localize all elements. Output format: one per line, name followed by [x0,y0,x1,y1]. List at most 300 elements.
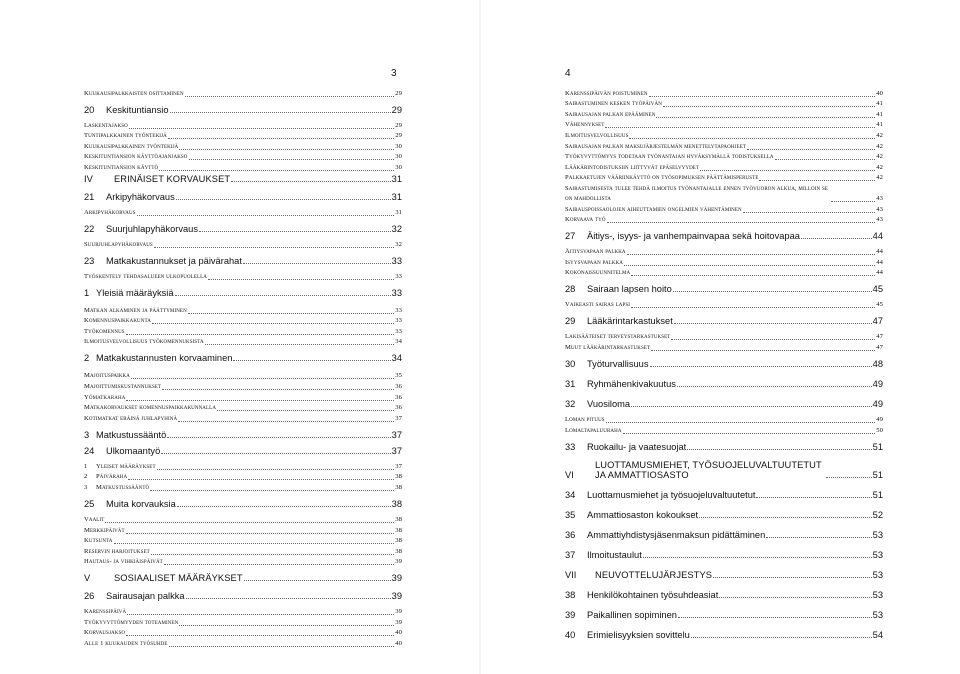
toc-entry-title: Yleisiä määräyksiä [96,287,174,298]
toc-entry-page: 32 [395,240,402,248]
dot-leader [605,127,875,128]
toc-entry-title: Ryhmähenkivakuutus [587,378,676,389]
toc-entry[interactable] [84,89,402,99]
toc-entry[interactable] [84,327,402,337]
toc-entry[interactable] [84,121,402,131]
toc-entry[interactable] [565,268,883,278]
toc-entry-title: Työturvallisuus [587,358,649,369]
toc-entry-page: 50 [876,426,883,434]
toc-entry[interactable] [84,105,402,115]
toc-entry-title: Alle 1 kuukauden työsuhde [84,640,168,648]
toc-entry-page: 39 [391,591,402,602]
toc-entry[interactable] [84,382,402,392]
toc-entry[interactable] [84,174,402,184]
toc-entry-page: 53 [872,549,883,560]
toc-entry-title: Ammattiyhdistysjäsenmaksun pidättäminen [587,529,766,540]
toc-entry[interactable] [565,247,883,257]
dot-leader [623,433,876,434]
toc-entry[interactable] [565,426,883,436]
toc-entry[interactable] [565,399,883,409]
dot-leader [743,212,875,213]
toc-entry-page: 34 [395,338,402,346]
dot-leader [168,138,394,139]
toc-entry-page: 38 [395,547,402,555]
dot-leader [126,334,395,335]
dot-leader [205,344,394,345]
toc-entry-title: Ilmoitusvelvollisuus työkomennuksista [84,338,204,346]
toc-entry-title: Sairauspoissaolojen aiheuttamien ongelmien vähentäminen [565,205,742,213]
toc-entry[interactable] [84,430,402,440]
toc-entry[interactable] [565,300,883,310]
toc-entry[interactable] [565,152,883,162]
toc-entry[interactable] [565,550,883,560]
dot-leader [131,378,394,379]
toc-entry-title: Työskentely tehdasalueen ulkopuolella [84,272,208,280]
toc-entry-page: 29 [395,121,402,129]
toc-entry[interactable] [84,240,402,250]
toc-entry-page: 49 [872,398,883,409]
dot-leader [627,254,876,255]
dot-leader [185,96,394,97]
dot-leader [129,128,394,129]
toc-entry[interactable] [84,256,402,266]
dot-leader [674,323,872,324]
dot-leader [151,554,394,555]
toc-entry-title: Lakisääteiset terveystarkastukset [565,333,671,341]
toc-entry[interactable] [84,628,402,638]
toc-entry[interactable] [84,462,402,472]
dot-leader [161,453,390,454]
toc-entry[interactable] [565,173,883,183]
toc-entry-page: 33 [391,287,402,298]
toc-entry[interactable] [565,89,883,99]
toc-entry-title: Sairaan lapsen hoito [587,284,672,295]
dot-leader [178,421,394,422]
toc-entry[interactable] [84,208,402,218]
dot-leader [244,580,391,581]
toc-entry[interactable] [84,152,402,162]
toc-entry[interactable] [84,224,402,234]
toc-entry[interactable] [84,131,402,141]
toc-entry-title: Sairastumisesta tulee tehdä ilmoitus työnantajalle ennen työvuoron alkua, milloin se on mahdollista [565,184,829,202]
toc-entry[interactable] [84,607,402,617]
dot-leader [651,350,875,351]
toc-entry-number: 37 [565,549,576,560]
toc-entry-page: 45 [876,301,883,309]
toc-entry-title: Lääkärintodistuksiin liittyvät epäselvyydet [565,163,700,171]
dot-leader [217,410,394,411]
toc-entry-number: 2 [84,473,88,481]
toc-entry[interactable] [565,163,883,173]
toc-entry[interactable] [84,192,402,202]
toc-entry[interactable] [84,272,402,282]
toc-entry[interactable] [565,131,883,141]
toc-entry[interactable] [84,353,402,363]
toc-entry-title: Karenssipäivä [84,608,127,616]
toc-entry[interactable] [565,332,883,342]
toc-entry[interactable] [565,231,883,241]
dot-leader [606,422,876,423]
dot-leader [700,170,875,171]
toc-entry-number: 36 [565,529,576,540]
toc-entry-number: IV [84,173,93,184]
toc-entry-page: 44 [876,269,883,277]
toc-entry[interactable] [565,630,883,640]
dot-leader [126,400,394,401]
dot-leader [199,231,391,232]
toc-entry-title: Palkkaetujen vääriinkäyttö on työsopimuksen päättämisperuste [565,174,759,182]
toc-entry-number: 23 [84,255,95,266]
dot-leader [801,238,872,239]
toc-entry-page: 41 [876,121,883,129]
toc-entry-title: Suurjuhlapyhäkorvaus [106,223,198,234]
toc-entry-page: 41 [876,100,883,108]
toc-entry[interactable] [565,205,883,215]
toc-entry-number: 1 [84,462,88,470]
toc-entry-page: 33 [391,255,402,266]
toc-entry-page: 42 [876,174,883,182]
toc-entry-page: 47 [872,316,883,327]
toc-entry[interactable] [565,359,883,369]
toc-entry[interactable] [565,343,883,353]
toc-entry[interactable] [565,442,883,452]
toc-entry[interactable] [565,530,883,540]
toc-entry-page: 38 [395,526,402,534]
dot-leader [677,386,872,387]
toc-entry-number: 28 [565,284,576,295]
toc-entry[interactable] [84,573,402,583]
toc-entry-page: 42 [876,131,883,139]
toc-entry[interactable] [565,99,883,109]
dot-leader [747,149,875,150]
toc-entry-page: 37 [391,445,402,456]
toc-entry[interactable] [84,446,402,456]
toc-entry-number: 29 [565,316,576,327]
toc-entry-page: 30 [395,142,402,150]
dot-leader [208,279,394,280]
toc-entry[interactable] [84,472,402,482]
toc-entry-title: Komennuspaikkakunta [84,317,151,325]
toc-entry-page: 37 [391,429,402,440]
toc-entry-title: Matkan alkaminen ja päättyminen [84,306,187,314]
dot-leader [663,106,875,107]
toc-entry[interactable] [84,393,402,403]
toc-entry-page: 42 [876,163,883,171]
toc-entry[interactable] [84,547,402,557]
toc-entry-number: 20 [84,104,95,115]
toc-entry-number: 1 [84,287,90,298]
toc-entry-title: Ilmoitustaulut [587,549,642,560]
toc-entry[interactable] [84,483,402,493]
toc-entry[interactable] [84,499,402,509]
toc-entry-title: Paikallinen sopiminen [587,609,677,620]
toc-entry-page: 49 [872,378,883,389]
toc-entry-title: Kokonaissuunnitelma [565,269,631,277]
toc-entry-number: 26 [84,591,95,602]
dot-leader [624,265,875,266]
toc-entry[interactable] [565,570,883,580]
toc-entry-page: 30 [395,153,402,161]
dot-leader [154,247,394,248]
dot-leader [157,469,395,470]
toc-entry[interactable] [565,316,883,326]
toc-entry[interactable] [565,258,883,268]
toc-entry-number: 32 [565,398,576,409]
toc-entry[interactable] [84,639,402,649]
dot-leader [137,215,395,216]
dot-leader [687,449,871,450]
toc-entry-number: V [84,573,91,584]
toc-entry-title: Työkyvyttömyyden toteaminen [84,618,179,626]
toc-entry[interactable] [84,414,402,424]
toc-entry-page: 44 [876,258,883,266]
dot-leader [759,180,875,181]
toc-entry-page: 39 [391,573,402,584]
toc-entry-number: 39 [565,609,576,620]
toc-entry-page: 47 [876,333,883,341]
dot-leader [649,96,876,97]
toc-entry-title: Merkkipäivät [84,526,125,534]
dot-leader [699,517,872,518]
toc-entry-page: 36 [395,393,402,401]
toc-entry-page: 38 [395,483,402,491]
toc-entry-page: 53 [872,569,883,580]
toc-entry-page: 38 [395,515,402,523]
toc-entry-page: 33 [395,327,402,335]
toc-entry[interactable] [84,526,402,536]
toc-entry-page: 42 [876,153,883,161]
toc-entry-title: Sairastuminen kesken työpäivän [565,100,662,108]
toc-entry-page: 47 [876,343,883,351]
dot-leader [243,263,391,264]
toc-entry[interactable] [565,110,883,120]
toc-entry-title: Loman pituus [565,415,605,423]
toc-entry-title: Sairausajan palkan maksujärjestelmän menettelytapaohjeet [565,142,747,150]
toc-entry[interactable] [565,490,883,500]
toc-entry-page: 43 [876,205,883,213]
toc-entry[interactable] [84,403,402,413]
toc-entry[interactable] [84,306,402,316]
toc-entry[interactable] [84,618,402,628]
toc-entry-number: VII [565,569,577,580]
dot-leader [177,506,391,507]
dot-leader [631,406,872,407]
toc-entry[interactable] [565,610,883,620]
toc-entry-number: VI [565,469,574,480]
dot-leader [152,323,394,324]
toc-entry-title: Suurjuhlapyhäkorvaus [84,240,153,248]
page-number: 3 [391,68,397,79]
toc-entry[interactable] [565,510,883,520]
dot-leader [691,637,872,638]
toc-entry-title: Yleiset määräykset [96,462,156,470]
toc-entry-page: 43 [876,194,883,202]
dot-leader [188,313,394,314]
toc-entry-page: 53 [872,529,883,540]
toc-entry-title: Isyysvapaan palkka [565,258,623,266]
toc-entry-title: Majoittumiskustannukset [84,382,162,390]
toc-entry-page: 38 [395,537,402,545]
toc-entry[interactable] [565,184,883,204]
toc-entry-number: 3 [84,483,88,491]
toc-entry-page: 49 [876,415,883,423]
toc-entry-page: 39 [395,618,402,626]
toc-entry[interactable] [84,591,402,601]
toc-entry-page: 39 [395,558,402,566]
toc-entry-page: 31 [395,208,402,216]
toc-entry-number: 30 [565,358,576,369]
toc-entry-title: Sairausajan palkka [106,591,185,602]
toc-entry-title: Arkipyhäkorvaus [106,191,175,202]
toc-entry[interactable] [565,215,883,225]
toc-entry-page: 40 [876,89,883,97]
toc-entry-title: Matkakustannukset ja päivärahat [106,255,242,266]
toc-entry-page: 37 [395,414,402,422]
toc-entry-title: Vähennykset [565,121,605,129]
toc-entry[interactable] [84,142,402,152]
toc-entry-number: 38 [565,589,576,600]
toc-entry[interactable] [565,415,883,425]
dot-leader [233,360,390,361]
dot-leader [162,389,394,390]
toc-entry[interactable] [565,120,883,130]
toc-entry-number: 34 [565,489,576,500]
dot-leader [114,543,395,544]
toc-entry-title: Majoituspaikka [84,372,130,380]
toc-entry[interactable] [565,460,883,480]
dot-leader [179,149,394,150]
toc-entry-number: 22 [84,223,95,234]
toc-entry[interactable] [84,536,402,546]
dot-leader [713,577,872,578]
toc-entry-title: Erimielisyyksien sovittelu [587,629,690,640]
toc-entry-number: 27 [565,231,576,242]
right-page [481,0,960,674]
toc-entry-page: 33 [395,272,402,280]
toc-entry[interactable] [84,163,402,173]
toc-entry-title: Keskituntiansion käyttöajanjakso [84,153,188,161]
toc-list [565,88,883,640]
toc-entry-page: 33 [395,317,402,325]
toc-entry-number: 2 [84,353,90,364]
toc-entry-page: 34 [391,353,402,364]
toc-entry-title: Sairausajan palkan epääminen [565,110,656,118]
toc-entry-title: Keskituntiansio [106,104,169,115]
toc-entry-title: Matkustussääntö [96,483,150,491]
toc-entry-title: ERINÄISET KORVAUKSET [114,173,231,184]
dot-leader [170,112,391,113]
toc-entry-number: 21 [84,191,95,202]
dot-leader [631,307,875,308]
toc-entry-title: LUOTTAMUSMIEHET, TYÖSUOJELUVALTUUTETUT JA AMMATTIOSASTO [595,459,822,480]
dot-leader [650,366,872,367]
toc-entry-title: Matkakustannusten korvaaminen [96,353,233,364]
toc-entry[interactable] [84,371,402,381]
toc-entry-title: Kuukausipalkkainen työntekijä [84,142,179,150]
toc-entry-title: Äitiys-, isyys- ja vanhempainvapaa sekä hoitovapaa [587,231,800,242]
toc-entry[interactable] [84,288,402,298]
toc-entry-number: 25 [84,498,95,509]
dot-leader [128,479,394,480]
toc-entry-page: 31 [391,191,402,202]
toc-entry[interactable] [565,284,883,294]
toc-entry-title: Muut lääkärintarkastukset [565,343,651,351]
page-number: 4 [565,68,571,79]
toc-entry-number: 40 [565,629,576,640]
toc-entry-page: 39 [395,608,402,616]
dot-leader [189,159,395,160]
toc-entry-title: Työkyvyttömyys todetaan työnantajan hyväksymällä todistuksella [565,153,774,161]
left-page [0,0,479,674]
toc-entry[interactable] [84,316,402,326]
toc-entry-page: 35 [395,372,402,380]
toc-entry[interactable] [565,379,883,389]
dot-leader [673,291,872,292]
toc-entry-title: Ammattiosaston kokoukset [587,509,699,520]
toc-entry-title: Päiväraha [96,473,128,481]
toc-entry[interactable] [84,337,402,347]
toc-entry-page: 44 [872,231,883,242]
dot-leader [186,598,391,599]
toc-entry-page: 51 [872,441,883,452]
toc-entry-page: 33 [395,306,402,314]
toc-entry[interactable] [565,590,883,600]
toc-entry-title: Vaikeasti sairas lapsi [565,301,630,309]
toc-entry-page: 53 [872,609,883,620]
toc-entry-title: Korvaava työ [565,216,606,224]
toc-entry-title: Työkomennus [84,327,125,335]
toc-entry-page: 40 [395,640,402,648]
toc-entry-title: Kutsunta [84,537,113,545]
toc-entry-title: Vuosiloma [587,398,631,409]
toc-entry-title: Ulkomaantyö [106,445,161,456]
dot-leader [179,625,394,626]
toc-entry[interactable] [565,142,883,152]
toc-entry[interactable] [84,557,402,567]
toc-entry-title: Vaalit [84,515,105,523]
toc-entry-title: Karenssipäivän poistuminen [565,89,648,97]
toc-entry-title: Laskentajakso [84,121,128,129]
dot-leader [231,181,390,182]
toc-entry-title: Kuukausipalkkaisten osittaminen [84,89,184,97]
toc-list [84,88,402,649]
dot-leader [169,646,395,647]
toc-entry-title: Yömatkaraha [84,393,126,401]
dot-leader [766,537,871,538]
toc-entry-page: 38 [391,498,402,509]
toc-entry-title: SOSIAALISET MÄÄRÄYKSET [114,573,243,584]
toc-entry-title: Ruokailu- ja vaatesuojat [587,441,687,452]
toc-entry-page: 44 [876,248,883,256]
toc-entry-page: 29 [395,89,402,97]
dot-leader [126,533,395,534]
toc-entry-page: 32 [391,223,402,234]
toc-entry-page: 37 [395,462,402,470]
dot-leader [167,437,390,438]
toc-entry-title: Kotimatkat eräinä juhlapyhinä [84,414,178,422]
toc-entry-title: Luottamusmiehet ja työsuojeluvaltuutetut [587,489,756,500]
toc-entry-page: 52 [872,509,883,520]
toc-entry[interactable] [84,515,402,525]
toc-entry-number: 24 [84,445,95,456]
toc-entry-page: 31 [391,173,402,184]
toc-entry-page: 51 [872,489,883,500]
toc-entry-title: Matkustussääntö [96,429,167,440]
toc-entry-page: 42 [876,142,883,150]
toc-entry-page: 43 [876,216,883,224]
toc-entry-title: Muita korvauksia [106,498,176,509]
toc-entry-title: Keskituntiansion käyttö [84,163,159,171]
